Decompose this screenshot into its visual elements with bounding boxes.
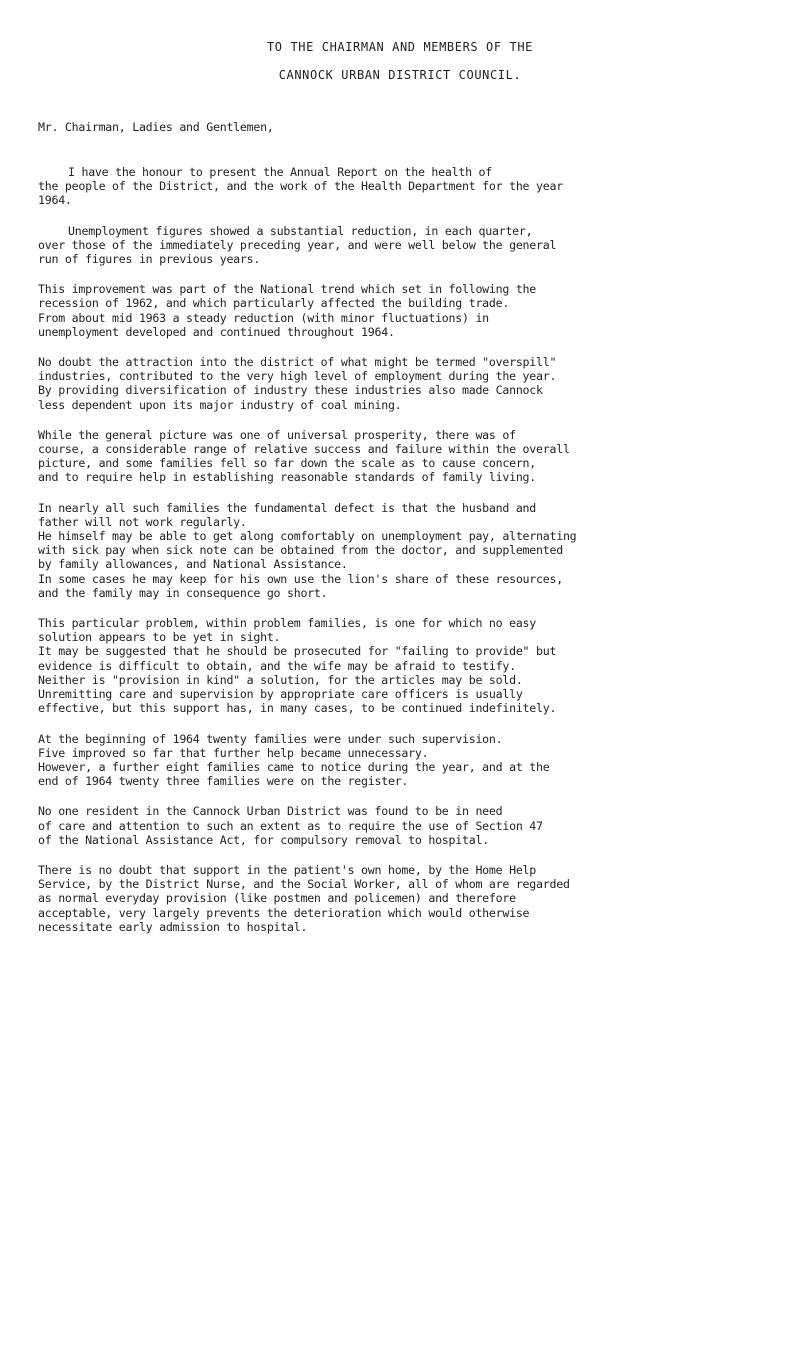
text-line: industries, contributed to the very high level of employment during the year. — [38, 369, 557, 384]
text-line: and to require help in establishing reasonable standards of family living. — [38, 470, 537, 485]
text-line: At the beginning of 1964 twenty families were under such supervision. — [38, 731, 503, 746]
text-line: Unremitting care and supervision by appropriate care officers is usually — [38, 687, 523, 702]
text-line: and the family may in consequence go short. — [38, 585, 328, 600]
text-line: necessitate early admission to hospital. — [38, 919, 308, 934]
salutation: Mr. Chairman, Ladies and Gentlemen, — [38, 120, 274, 134]
text-line: with sick pay when sick note can be obtained from the doctor, and supplemented — [38, 543, 563, 558]
text-line: From about mid 1963 a steady reduction (with minor fluctuations) in — [38, 310, 489, 325]
text-line: While the general picture was one of universal prosperity, there was of — [38, 427, 516, 442]
paragraph-no-easy-solution — [38, 616, 778, 715]
text-line: This improvement was part of the National trend which set in following the — [38, 282, 537, 297]
text-line: course, a considerable range of relative success and failure within the overall — [38, 442, 570, 457]
paragraph-section-47 — [38, 804, 778, 847]
text-line: 1964. — [38, 193, 72, 208]
text-line: In nearly all such families the fundamental defect is that the husband and — [38, 500, 537, 515]
text-line: of the National Assistance Act, for compulsory removal to hospital. — [38, 832, 489, 847]
heading-line-1: TO THE CHAIRMAN AND MEMBERS OF THE — [266, 40, 534, 54]
text-line: over those of the immediately preceding year, and were well below the general — [38, 237, 557, 252]
text-line: unemployment developed and continued throughout 1964. — [38, 324, 395, 339]
text-line: effective, but this support has, in many cases, to be continued indefinitely. — [38, 701, 557, 716]
text-line: I have the honour to present the Annual Report on the health of — [68, 165, 492, 179]
text-line: run of figures in previous years. — [38, 252, 261, 267]
text-line: No doubt the attraction into the district of what might be termed "overspill" — [38, 355, 557, 370]
text-line: picture, and some families fell so far down the scale as to cause concern, — [38, 456, 537, 471]
report-body — [38, 165, 778, 950]
text-line: by family allowances, and National Assistance. — [38, 557, 348, 572]
text-line: Unemployment figures showed a substantial reduction, in each quarter, — [68, 223, 533, 238]
heading-line-2: CANNOCK URBAN DISTRICT COUNCIL. — [278, 68, 522, 82]
text-line: He himself may be able to get along comfortably on unemployment pay, alternating — [38, 529, 577, 544]
paragraph-prosperity — [38, 428, 778, 485]
text-line: This particular problem, within problem families, is one for which no easy — [38, 616, 537, 631]
text-line: It may be suggested that he should be prosecuted for "failing to provide" but — [38, 644, 557, 659]
paragraph-problem-families — [38, 501, 778, 600]
paragraph-supervision-register — [38, 732, 778, 789]
text-line: recession of 1962, and which particularly affected the building trade. — [38, 296, 510, 311]
paragraph-unemployment — [38, 224, 778, 267]
text-line: There is no doubt that support in the patient's own home, by the Home Help — [38, 862, 537, 877]
paragraph-overspill-industries — [38, 355, 778, 412]
text-line: However, a further eight families came to notice during the year, and at the — [38, 759, 550, 774]
paragraph-home-support — [38, 863, 778, 934]
text-line: evidence is difficult to obtain, and the wife may be afraid to testify. — [38, 658, 516, 673]
text-line: the people of the District, and the work of the Health Department for the year — [38, 179, 563, 194]
text-line: No one resident in the Cannock Urban District was found to be in need — [38, 804, 503, 819]
text-line: solution appears to be yet in sight. — [38, 630, 281, 645]
text-line: Neither is "provision in kind" a solution, for the articles may be sold. — [38, 672, 523, 687]
text-line: end of 1964 twenty three families were on the register. — [38, 774, 409, 789]
paragraph-introduction — [38, 165, 778, 208]
text-line: as normal everyday provision (like postmen and policemen) and therefore — [38, 891, 516, 906]
paragraph-national-trend — [38, 282, 778, 339]
text-line: less dependent upon its major industry of coal mining. — [38, 397, 402, 412]
text-line: acceptable, very largely prevents the deterioration which would otherwise — [38, 905, 530, 920]
text-line: In some cases he may keep for his own use the lion's share of these resources, — [38, 571, 563, 586]
report-heading — [0, 40, 800, 82]
text-line: Service, by the District Nurse, and the Social Worker, all of whom are regarded — [38, 877, 570, 892]
text-line: father will not work regularly. — [38, 514, 247, 529]
text-line: By providing diversification of industry these industries also made Cannock — [38, 383, 543, 398]
text-line: Five improved so far that further help became unnecessary. — [38, 745, 429, 760]
text-line: of care and attention to such an extent as to require the use of Section 47 — [38, 818, 543, 833]
